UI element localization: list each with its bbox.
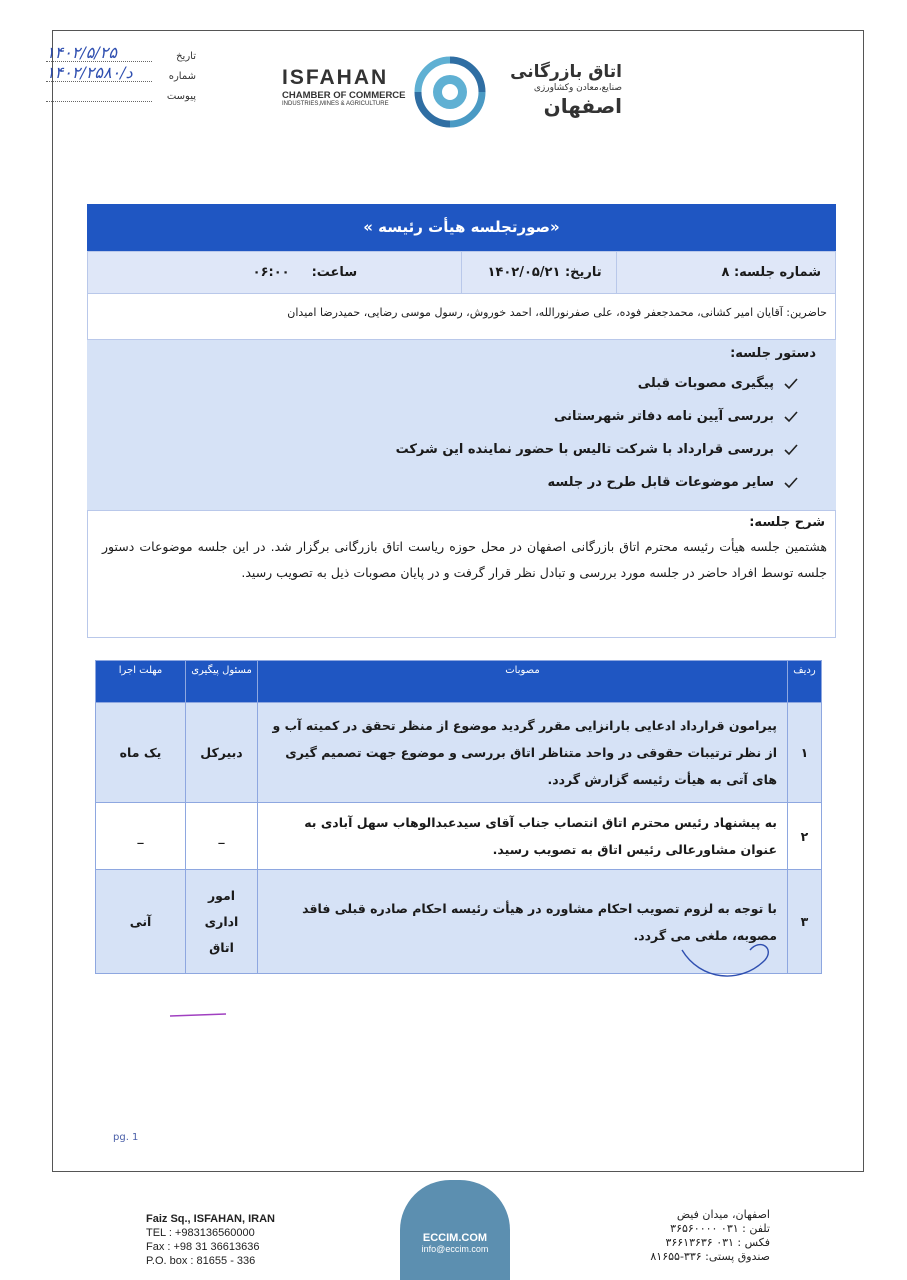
logo-english <box>282 66 412 107</box>
resolution-text: پیرامون قرارداد ادعایی بارانزایی مقرر گردید موضوع از منظر تحقق در کمیته آب و از نظر ترتیبات حقوقی در واحد متناظر اتاق بررسی و موضوع جهت تصمیم گیری های آتی به هیأت رئیسه گزارش گردد. <box>258 703 788 803</box>
agenda-item <box>99 367 824 400</box>
table-header-row <box>96 661 822 703</box>
date-value: ۱۴۰۲/۵/۲۵ <box>46 45 152 62</box>
resolution-text: با توجه به لزوم تصویب احکام مشاوره در هیأت رئیسه احکام صادره قبلی فاقد مصوبه، ملغی می گردد. <box>258 870 788 974</box>
footer-fa-address: اصفهان، میدان فیض <box>676 1208 770 1221</box>
description-text: هشتمین جلسه هیأت رئیسه محترم اتاق بازرگانی اصفهان در محل حوزه ریاست اتاق بازرگانی برگزار شد. در این جلسه موضوعات دستور جلسه توسط افراد حاضر در جلسه مورد بررسی و تبادل نظر قرار گرفت و در پایان مصوبات ذیل به تصویب رسید. <box>102 539 827 580</box>
agenda-item-label: بررسی قرارداد با شرکت تالیس با حضور نماینده این شرکت <box>395 442 774 457</box>
agenda-item <box>99 400 824 433</box>
logo-persian <box>492 62 622 118</box>
footer-english <box>146 1212 275 1268</box>
minutes-title: «صورتجلسه هیأت رئیسه » <box>87 204 836 251</box>
number-value: ۱۴۰۲/د/۲۵۸۰ <box>46 65 152 82</box>
deadline-cell: یک ماه <box>96 703 186 803</box>
responsible-cell: امور اداری اتاق <box>186 870 258 974</box>
logo-fa-line2: صنایع،معادن وکشاورزی <box>533 83 622 93</box>
time-label: ساعت: <box>311 265 358 280</box>
logo-fa-line1: اتاق بازرگانی <box>510 62 622 82</box>
checkmark-icon <box>784 476 798 490</box>
footer-contact-badge <box>400 1180 510 1280</box>
row-number: ۱ <box>788 703 822 803</box>
attachment-value <box>46 101 152 102</box>
page-number: pg. 1 <box>113 1132 139 1143</box>
number-label: شماره <box>168 71 196 82</box>
agenda-item-label: بررسی آیین نامه دفاتر شهرستانی <box>553 409 774 424</box>
responsible-cell: _ <box>186 803 258 870</box>
footer-en-address: Faiz Sq., ISFAHAN, IRAN <box>146 1213 275 1225</box>
agenda-item-label: پیگیری مصوبات قبلی <box>637 376 774 391</box>
session-number: شماره جلسه: ۸ <box>616 252 835 293</box>
footer-en-fax: Fax : +98 31 36613636 <box>146 1241 260 1253</box>
header-responsible: مسئول پیگیری <box>186 661 258 703</box>
logo-fa-line3: اصفهان <box>543 94 622 118</box>
resolution-text: به پیشنهاد رئیس محترم اتاق انتصاب جناب آقای سیدعبدالوهاب سهل آبادی به عنوان مشاورعالی رئیس اتاق به تصویب رسید. <box>258 803 788 870</box>
footer-en-po: P.O. box : 81655 - 336 <box>146 1255 256 1267</box>
footer-fa-tel: تلفن : ۰۳۱ ۳۶۵۶۰۰۰۰ <box>670 1222 770 1235</box>
responsible-cell: دبیرکل <box>186 703 258 803</box>
attendees: حاضرین: آقایان امیر کشانی، محمدجعفر فوده، علی صفرنورالله، احمد خوروش، رسول موسی رضایی، حمیدرضا امیدان <box>87 294 836 340</box>
footer-persian <box>630 1208 770 1264</box>
header-resolutions: مصوبات <box>258 661 788 703</box>
chamber-logo-icon <box>410 52 490 132</box>
checkmark-icon <box>784 410 798 424</box>
footer-website: ECCIM.COM <box>422 1232 488 1244</box>
time-value: ۰۶:۰۰ <box>252 265 290 280</box>
session-date: تاریخ: ۱۴۰۲/۰۵/۲۱ <box>461 252 616 293</box>
session-description <box>87 510 836 638</box>
logo-en-title: ISFAHAN <box>282 66 389 89</box>
header-deadline: مهلت اجرا <box>96 661 186 703</box>
session-time <box>88 252 461 293</box>
resolutions-table <box>95 660 822 974</box>
checkmark-icon <box>784 443 798 457</box>
signature-icon <box>680 930 780 990</box>
agenda-title: دستور جلسه: <box>730 346 816 361</box>
deadline-cell: آنی <box>96 870 186 974</box>
row-number: ۳ <box>788 870 822 974</box>
footer-fa-po: صندوق پستی: ۳۳۶-۸۱۶۵۵ <box>650 1250 770 1263</box>
deadline-cell: _ <box>96 803 186 870</box>
footer-en-tel: TEL : +983136560000 <box>146 1227 255 1239</box>
table-row <box>96 803 822 870</box>
letter-meta <box>46 42 196 102</box>
row-number: ۲ <box>788 803 822 870</box>
signature-stroke-icon <box>168 1010 228 1020</box>
agenda-section <box>87 340 836 510</box>
footer-email: info@eccim.com <box>421 1244 489 1254</box>
session-info-row <box>87 251 836 294</box>
footer-fa-fax: فکس : ۰۳۱ ۳۶۶۱۳۶۳۶ <box>665 1236 770 1249</box>
logo-en-subtitle: CHAMBER OF COMMERCE <box>282 90 406 101</box>
attachment-label: پیوست <box>166 91 196 102</box>
agenda-item-label: سایر موضوعات قابل طرح در جلسه <box>547 475 774 490</box>
checkmark-icon <box>784 377 798 391</box>
agenda-item <box>99 433 824 466</box>
header-row-number: ردیف <box>788 661 822 703</box>
table-row <box>96 703 822 803</box>
agenda-item <box>99 466 824 499</box>
description-title: شرح جلسه: <box>749 515 825 530</box>
date-label: تاریخ <box>176 51 196 62</box>
logo-en-tagline: INDUSTRIES,MINES & AGRICULTURE <box>282 101 389 107</box>
